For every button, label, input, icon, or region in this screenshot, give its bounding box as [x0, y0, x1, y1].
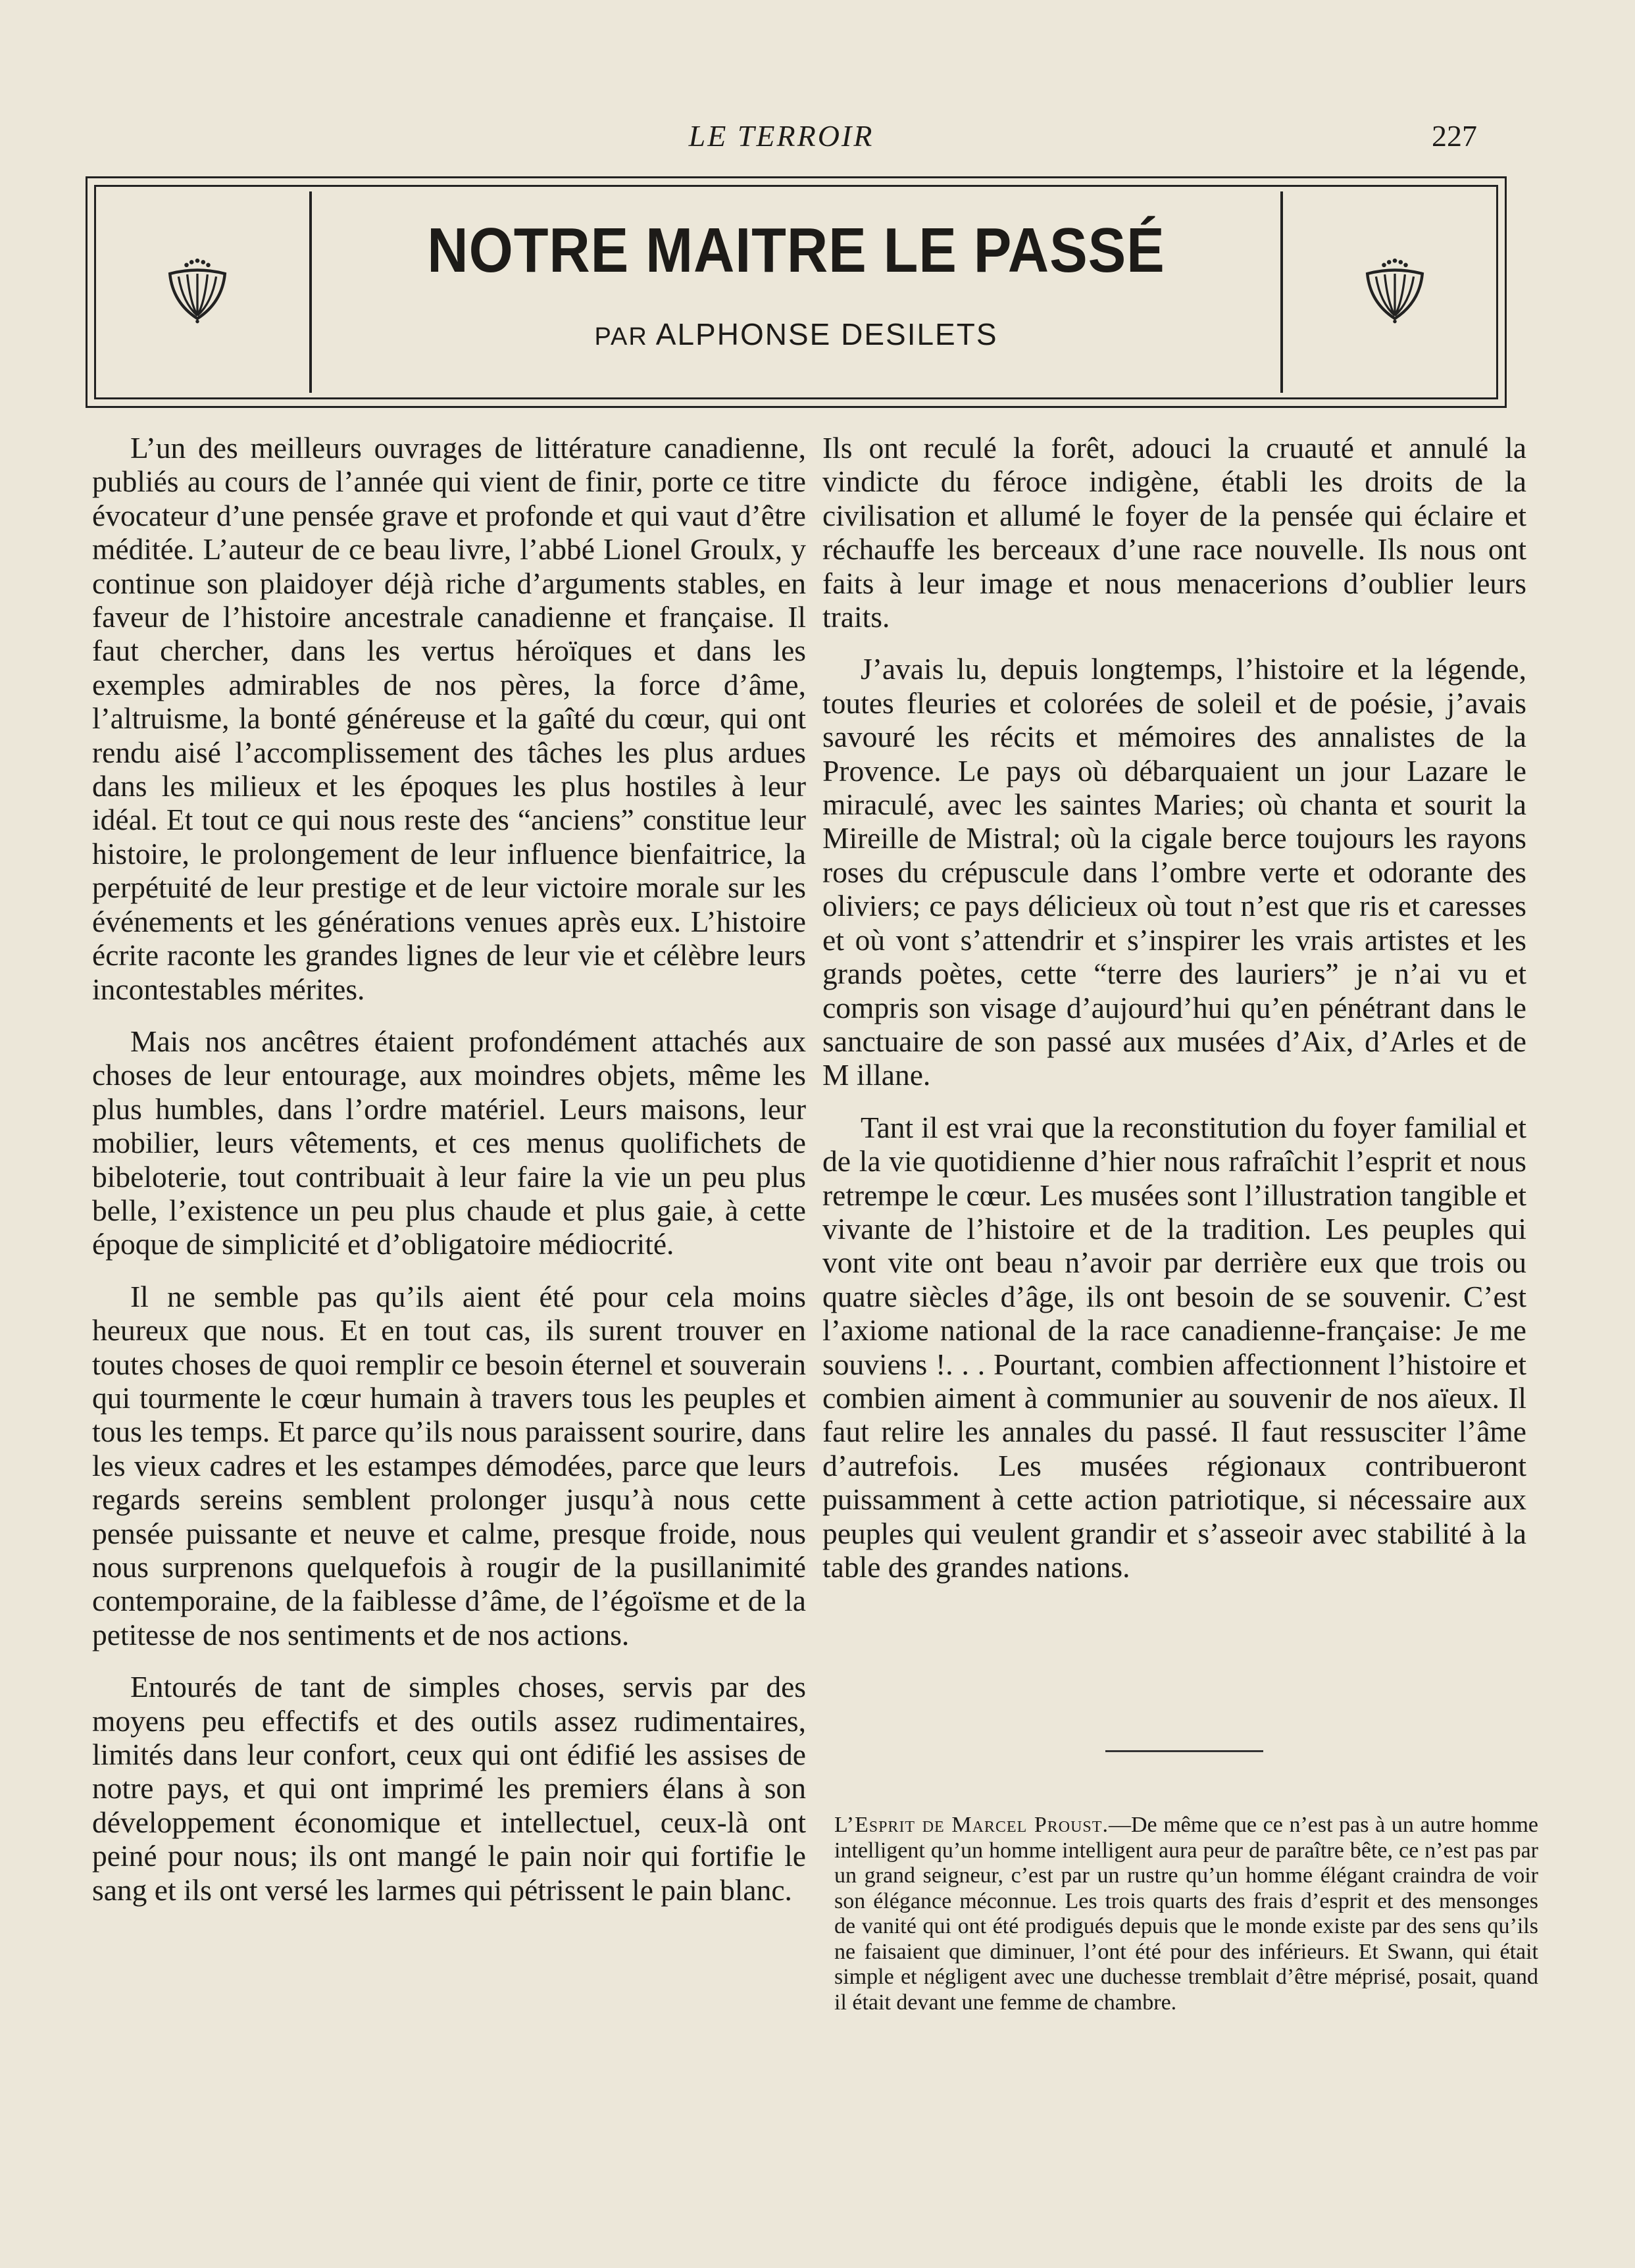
left-column [92, 431, 806, 1925]
running-head [86, 118, 1477, 164]
byline [319, 316, 1273, 352]
proust-note [834, 1813, 1538, 2015]
shell-ornament-icon [1359, 252, 1431, 324]
note-text: —De même que ce n’est pas à un autre homme intelligent qu’un homme intelligent aura peur de paraître bête, ce n’est pas par un grand seigneur, c’est par un rustre qu’un homme élégant craindra de voir son élégance méconnue. Les trois quarts des frais d’esprit et des mensonges de vanité qui ont été prodigués depuis que le monde existe par des sens qu’ils ne faisaient que diminuer, l’ont été pour des inférieurs. Et Swann, qui était simple et négligent avec une duchesse tremblait d’être méprisé, posait, quand il était devant une femme de chambre. [834, 1813, 1538, 2015]
paragraph: Ils ont reculé la forêt, adouci la cruauté et annulé la vindicte du féroce indigène, établi les droits de la civilisation et allumé le foyer de la pensée qui éclaire et réchauffe les berceaux d’une race nouvelle. Ils nous ont faits à leur image et nous menacerions d’oublier leurs traits. [822, 431, 1526, 634]
paragraph: L’un des meilleurs ouvrages de littérature canadienne, publiés au cours de l’année qui vient de finir, porte ce titre évocateur d’une pensée grave et profonde et qui vaut d’être méditée. L’auteur de ce beau livre, l’abbé Lionel Groulx, y continue son plaidoyer déjà riche d’arguments stables, en faveur de l’histoire ancestrale canadienne et française. Il faut chercher, dans les vertus héroïques et dans les exemples admirables de nos pères, la force d’âme, l’altruisme, la bonté généreuse et la gaîté du cœur, qui ont rendu aisé l’accomplissement des tâches les plus ardues dans les milieux et les époques les plus hostiles à leur idéal. Et tout ce qui nous reste des “anciens” constitue leur histoire, le prolongement de leur influence bienfaitrice, la perpétuité de leur prestige et de leur victoire morale sur les événements et les générations venues après eux. L’histoire écrite raconte les grandes lignes de leur vie et célèbre leurs incontestables mérites. [92, 431, 806, 1006]
section-separator [1105, 1750, 1263, 1752]
byline-prefix: PAR [594, 323, 648, 351]
article-title: NOTRE MAITRE LE PASSÉ [427, 215, 1165, 286]
banner-divider-right [1280, 191, 1283, 393]
shell-ornament-icon [161, 252, 234, 324]
paragraph: Mais nos ancêtres étaient profondément attachés aux choses de leur entourage, aux moindres objets, même les plus humbles, dans l’ordre matériel. Leurs maisons, leur mobilier, leurs vêtements, et ces menus quolifichets de bibeloterie, tout contribuait à leur faire la vie un peu plus belle, l’existence un peu plus chaude et plus gaie, à cette époque de simplicité et d’obligatoire médiocrité. [92, 1024, 806, 1261]
title-banner [86, 176, 1507, 408]
page-number: 227 [1432, 119, 1477, 153]
paragraph: Entourés de tant de simples choses, servis par des moyens peu effectifs et des outils assez rudimentaires, limités dans leur confort, ceux qui ont édifié les assises de notre pays, et qui ont imprimé les premiers élans à son développement économique et intellectuel, ceux-là ont peiné pour nous; ils ont mangé le pain noir qui fortifie le sang et ils ont versé les larmes qui pétrissent le pain blanc. [92, 1670, 806, 1907]
paragraph: J’avais lu, depuis longtemps, l’histoire et la légende, toutes fleuries et colorées de soleil et de poésie, j’avais savouré les récits et mémoires des annalistes de la Provence. Le pays où débarquaient un jour Lazare le miraculé, avec les saintes Maries; où chanta et sourit la Mireille de Mistral; où la cigale berce toujours les rayons roses du crépuscule dans l’ombre verte et odorante des oliviers; ce pays délicieux où tout n’est que ris et caresses et où vont s’attendrir et s’inspirer les vrais artistes et les grands poètes, cette “terre des lauriers” je n’ai vu et compris son visage d’aujourd’hui qu’en pénétrant dans le sanctuaire de son passé aux musées d’Aix, d’Arles et de M illane. [822, 652, 1526, 1092]
author-name: ALPHONSE DESILETS [655, 317, 998, 351]
banner-divider-left [309, 191, 312, 393]
paragraph: Tant il est vrai que la reconstitution du foyer familial et de la vie quotidienne d’hier nous rafraîchit l’esprit et nous retrempe le cœur. Les musées sont l’illustration tangible et vivante de l’histoire et de la tradition. Les peuples qui vont vite ont beau n’avoir par derrière eux que trois ou quatre siècles d’âge, ils ont besoin de se souvenir. C’est l’axiome national de la race canadienne-française: Je me souviens !. . . Pourtant, combien affectionnent l’histoire et combien aiment à communier au souvenir de nos aïeux. Il faut relire les annales du passé. Il faut ressusciter l’âme d’autrefois. Les musées régionaux contribueront puissamment à cette action patriotique, si nécessaire aux peuples qui veulent grandir et s’asseoir avec stabilité à la table des grandes nations. [822, 1110, 1526, 1584]
paragraph: Il ne semble pas qu’ils aient été pour cela moins heureux que nous. Et en tout cas, ils surent trouver en toutes choses de quoi remplir ce besoin éternel et souverain qui tourmente le cœur humain à travers tous les peuples et tous les temps. Et parce qu’ils nous paraissent sourire, dans les vieux cadres et les estampes démodées, parce que leurs regards sereins semblent prolonger jusqu’à nous cette pensée puissante et neuve et calme, presque froide, nous nous surprenons quelquefois à rougir de la pusillanimité contemporaine, de la faiblesse d’âme, de l’égoïsme et de la petitesse de nos sentiments et de nos actions. [92, 1279, 806, 1651]
journal-title: LE TERROIR [688, 119, 874, 153]
note-heading: L’Esprit de Marcel Proust. [834, 1813, 1109, 1837]
right-column [822, 431, 1526, 1602]
